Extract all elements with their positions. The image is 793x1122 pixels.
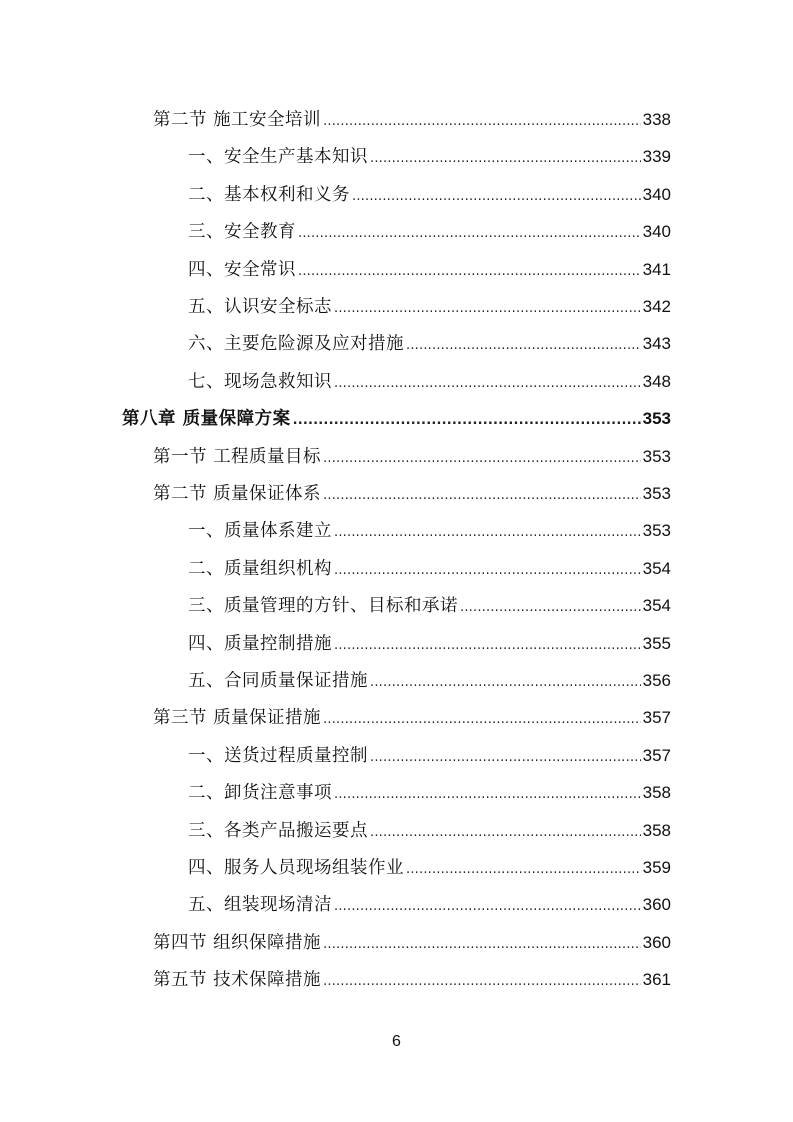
toc-entry-title: 五、认识安全标志 bbox=[188, 297, 332, 317]
toc-entry-page: 353 bbox=[642, 521, 671, 541]
toc-entry-page: 354 bbox=[642, 558, 671, 578]
toc-subsection-entry[interactable] bbox=[188, 332, 671, 358]
toc-dot-leader bbox=[323, 708, 641, 732]
toc-subsection-entry[interactable] bbox=[188, 781, 671, 807]
toc-dot-leader bbox=[334, 559, 641, 583]
toc-subsection-entry[interactable] bbox=[188, 557, 671, 583]
toc-entry-page: 355 bbox=[642, 633, 671, 653]
toc-entry-title: 三、各类产品搬运要点 bbox=[188, 820, 368, 841]
toc-dot-leader bbox=[298, 222, 641, 246]
toc-entry-page: 341 bbox=[642, 259, 671, 279]
toc-entry-page: 340 bbox=[642, 222, 671, 242]
toc-entry-title: 第一节 工程质量目标 bbox=[153, 446, 322, 467]
toc-dot-leader bbox=[323, 484, 641, 508]
toc-dot-leader bbox=[370, 671, 641, 695]
toc-entry-title: 一、质量体系建立 bbox=[188, 521, 332, 542]
toc-subsection-entry[interactable] bbox=[188, 744, 671, 770]
toc-subsection-entry[interactable] bbox=[188, 594, 671, 620]
toc-entry-title: 四、服务人员现场组装作业 bbox=[188, 858, 404, 878]
toc-entry-title: 四、安全常识 bbox=[188, 259, 296, 280]
toc-subsection-entry[interactable] bbox=[188, 856, 671, 882]
toc-section-entry[interactable] bbox=[153, 108, 671, 134]
toc-entry-page: 353 bbox=[642, 409, 671, 429]
toc-entry-title: 二、基本权利和义务 bbox=[188, 184, 350, 205]
toc-entry-title: 三、质量管理的方针、目标和承诺 bbox=[188, 596, 458, 617]
toc-entry-title: 四、质量控制措施 bbox=[188, 633, 332, 654]
toc-entry-title: 七、现场急救知识 bbox=[188, 371, 332, 392]
toc-entry-page: 353 bbox=[642, 446, 671, 466]
toc-dot-leader bbox=[406, 858, 641, 882]
toc-dot-leader bbox=[352, 185, 641, 209]
toc-dot-leader bbox=[370, 821, 641, 845]
toc-dot-leader bbox=[460, 596, 641, 620]
toc-entry-title: 第二节 施工安全培训 bbox=[153, 110, 322, 130]
toc-entry-page: 339 bbox=[642, 147, 671, 167]
toc-dot-leader bbox=[334, 895, 641, 919]
toc-subsection-entry[interactable] bbox=[188, 220, 671, 246]
toc-entry-page: 361 bbox=[642, 970, 671, 990]
toc-entry-page: 354 bbox=[642, 596, 671, 616]
toc-subsection-entry[interactable] bbox=[188, 669, 671, 695]
toc-dot-leader bbox=[334, 372, 641, 396]
toc-entry-page: 340 bbox=[642, 184, 671, 204]
toc-dot-leader bbox=[323, 110, 641, 134]
toc-dot-leader bbox=[334, 783, 641, 807]
toc-subsection-entry[interactable] bbox=[188, 258, 671, 284]
toc-entry-page: 338 bbox=[642, 110, 671, 129]
toc-dot-leader bbox=[370, 746, 641, 770]
toc-entry-title: 五、组装现场清洁 bbox=[188, 895, 332, 916]
toc-entry-page: 360 bbox=[642, 932, 671, 952]
toc-subsection-entry[interactable] bbox=[188, 519, 671, 545]
toc-entry-page: 348 bbox=[642, 371, 671, 391]
toc-entry-title: 第八章 质量保障方案 bbox=[122, 409, 291, 430]
toc-entry-title: 第二节 质量保证体系 bbox=[153, 484, 322, 504]
toc-subsection-entry[interactable] bbox=[188, 893, 671, 919]
toc-subsection-entry[interactable] bbox=[188, 295, 671, 321]
toc-entry-title: 一、送货过程质量控制 bbox=[188, 745, 368, 766]
toc-dot-leader bbox=[323, 933, 641, 957]
toc-section-entry[interactable] bbox=[153, 706, 671, 732]
toc-entry-title: 第三节 质量保证措施 bbox=[153, 708, 322, 729]
toc-dot-leader bbox=[334, 521, 641, 545]
toc-dot-leader bbox=[406, 334, 641, 358]
toc-chapter-entry[interactable] bbox=[122, 407, 671, 433]
page-number: 6 bbox=[392, 1033, 401, 1050]
toc-dot-leader bbox=[298, 260, 641, 284]
toc-entry-title: 第四节 组织保障措施 bbox=[153, 932, 322, 953]
toc-subsection-entry[interactable] bbox=[188, 145, 671, 171]
toc-entry-page: 360 bbox=[642, 895, 671, 915]
toc-entry-title: 一、安全生产基本知识 bbox=[188, 147, 368, 168]
toc-subsection-entry[interactable] bbox=[188, 370, 671, 396]
toc-subsection-entry[interactable] bbox=[188, 183, 671, 209]
toc-entry-title: 五、合同质量保证措施 bbox=[188, 671, 368, 691]
toc-entry-page: 358 bbox=[642, 783, 671, 803]
toc-entry-page: 353 bbox=[642, 484, 671, 503]
toc-entry-page: 357 bbox=[642, 745, 671, 765]
toc-entry-page: 356 bbox=[642, 671, 671, 690]
toc-entry-page: 357 bbox=[642, 708, 671, 728]
toc-dot-leader bbox=[334, 634, 641, 658]
toc-dot-leader bbox=[334, 297, 641, 321]
toc-dot-leader bbox=[370, 147, 641, 171]
toc-section-entry[interactable] bbox=[153, 445, 671, 471]
toc-entry-page: 359 bbox=[642, 858, 671, 877]
toc-dot-leader bbox=[323, 970, 641, 994]
toc-entry-page: 358 bbox=[642, 820, 671, 840]
toc-section-entry[interactable] bbox=[153, 968, 671, 994]
toc-entry-title: 第五节 技术保障措施 bbox=[153, 970, 322, 991]
toc-entry-title: 二、卸货注意事项 bbox=[188, 783, 332, 804]
toc-dot-leader bbox=[293, 409, 641, 433]
toc-entry-page: 343 bbox=[642, 334, 671, 354]
toc-entry-title: 三、安全教育 bbox=[188, 222, 296, 243]
toc-entry-title: 二、质量组织机构 bbox=[188, 558, 332, 579]
toc-entry-title: 六、主要危险源及应对措施 bbox=[188, 334, 404, 355]
toc-section-entry[interactable] bbox=[153, 931, 671, 957]
toc-subsection-entry[interactable] bbox=[188, 819, 671, 845]
toc-entry-page: 342 bbox=[642, 297, 671, 316]
toc-section-entry[interactable] bbox=[153, 482, 671, 508]
toc-dot-leader bbox=[323, 447, 641, 471]
toc-subsection-entry[interactable] bbox=[188, 632, 671, 658]
